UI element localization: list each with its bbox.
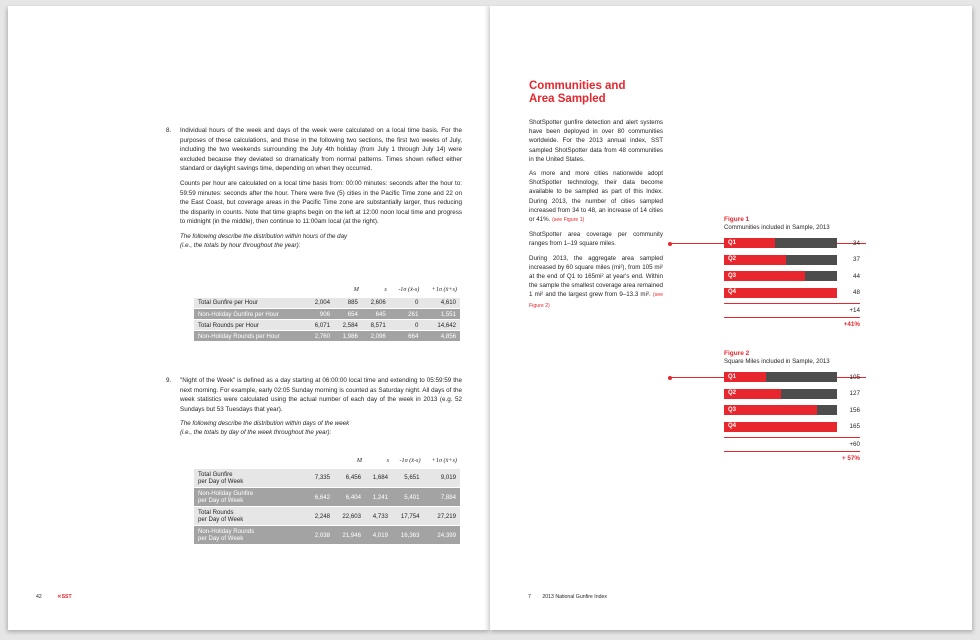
figure-label: Figure 1: [724, 216, 750, 223]
left-footer: [36, 594, 72, 600]
table-row: [194, 488, 460, 507]
cell: 21,946: [334, 526, 365, 545]
bar-row: [724, 405, 860, 419]
figure-change: +60: [849, 441, 860, 448]
row-label: Total Rounds per Day of Week: [194, 507, 304, 526]
paragraph: During 2013, the aggregate area sampled increased by 60 square miles (mi²), from 105 mi² at the end of Q1 to 165mi² at year's end. Within the sample the smallest coverage area remained 1 mi² and the largest grew from 9–13.3 mi². (see Figure 2): [529, 254, 663, 309]
figure-subtitle: Square Miles included in Sample, 2013: [724, 358, 830, 365]
cell: 6,642: [304, 488, 334, 507]
note-9: [166, 376, 462, 437]
row-label: Total Gunfire per Day of Week: [194, 469, 304, 488]
cell: 14,642: [422, 320, 460, 331]
cell: 5,651: [392, 469, 424, 488]
cell: 6,404: [334, 488, 365, 507]
publication-title: 2013 National Gunfire Index: [542, 594, 607, 600]
table-row: [194, 507, 460, 526]
figure-1: [724, 216, 860, 331]
bar-label: Q2: [728, 390, 737, 396]
bar-value: 105: [849, 373, 860, 381]
cell: 4,610: [422, 298, 460, 309]
bar-row: [724, 271, 860, 285]
paragraph: ShotSpotter gunfire detection and alert systems have been deployed in over 80 communities worldwide. For the 2013 annual index, SST sampled ShotSpotter data from 48 communities in the United States.: [529, 119, 663, 163]
bar-label: Q3: [728, 272, 737, 279]
page-number: 7: [528, 594, 531, 600]
bar-value: 165: [849, 423, 860, 430]
cell: 2,096: [362, 331, 390, 342]
note-9-para1: "Night of the Week" is defined as a day starting at 06:00:00 local time and extending to 05:59:59 the next morning. For example, early 02:05 Sunday morning is counted as Saturday night. All days of the week statistics were calculated using the actual number of each day of the week in 2013 (e.g. 52 Sundays but 53 Tuesdays that year).: [180, 377, 462, 413]
row-label: Non-Holiday Rounds per Day of Week: [194, 526, 304, 545]
figure-change-pct: +41%: [843, 321, 860, 328]
row-label: Non-Holiday Gunfire per Day of Week: [194, 488, 304, 507]
bar: [724, 405, 817, 415]
bar-label: Q3: [728, 406, 737, 413]
bar-row: [724, 389, 860, 403]
col-header-minus: -1σ (x̄-s): [398, 286, 420, 293]
cell: 2,584: [334, 320, 362, 331]
bar-value: 156: [849, 406, 860, 414]
cell: 5,401: [392, 488, 424, 507]
cell: 2,760: [304, 331, 334, 342]
table-row: [194, 320, 460, 331]
cell: 2,038: [304, 526, 334, 545]
paragraph: As more and more cities nationwide adopt ShotSpotter technology, their data become available to be sampled as part of this Index. During 2013, the number of cities sampled increased from 34 to 48, an increase of 14 cities or 41%. (see Figure 1): [529, 170, 663, 224]
cell: 6,071: [304, 320, 334, 331]
cell: 2,248: [304, 507, 334, 526]
cell: 4,733: [365, 507, 392, 526]
figure-ref[interactable]: (see Figure 2): [529, 292, 663, 309]
bar-row: [724, 288, 860, 302]
bar-value: 48: [852, 289, 860, 296]
bar-value: 37: [852, 256, 860, 263]
intro-column: [529, 118, 663, 316]
cell: 1,986: [334, 331, 362, 342]
note-8-number: 8.: [166, 127, 172, 134]
col-header-m: M: [356, 457, 362, 464]
bar-label: Q4: [728, 289, 737, 295]
table-row: [194, 526, 460, 545]
table-row: [194, 469, 460, 488]
bar-label: Q4: [728, 423, 737, 429]
col-header-minus: -1σ (x̄-s): [399, 457, 421, 464]
col-header-s: s: [384, 286, 387, 293]
cell: 9,019: [424, 469, 460, 488]
note-8-para1: Individual hours of the week and days of the week were calculated on a local time basis. For the purposes of these calculations, and those in the following two sections, the first two weeks of July, including the two weekends surrounding the July 4th holiday (from July 1 through July 14) were excluded because they deviated so dramatically from normal patterns. Times shown reflect either standard or daylight savings time, depending on when they occurred.: [180, 127, 462, 173]
table-row: [194, 331, 460, 342]
row-label: Non-Holiday Rounds per Hour: [194, 331, 304, 342]
hours-stats-table: [194, 287, 460, 342]
cell: 4,019: [365, 526, 392, 545]
cell: 24,399: [424, 526, 460, 545]
sst-logo: ✕SST: [57, 594, 72, 600]
bar-label: Q1: [728, 239, 737, 246]
note-8-italic1: The following describe the distribution within hours of the day: [180, 232, 348, 240]
bar-row: [724, 255, 860, 269]
bar: [724, 288, 837, 298]
cell: 4,856: [422, 331, 460, 342]
figure-change: +14: [849, 307, 860, 314]
figure-change-pct: + 57%: [841, 455, 860, 462]
bar-value: 34: [852, 239, 860, 247]
right-footer: [528, 594, 607, 600]
col-header-m: M: [353, 286, 359, 293]
cell: 906: [304, 309, 334, 320]
cell: 22,603: [334, 507, 365, 526]
figure-2: [724, 350, 860, 465]
bar-row: [724, 372, 860, 386]
bar-row: [724, 422, 860, 436]
note-9-number: 9.: [166, 377, 172, 384]
cell: 17,754: [392, 507, 424, 526]
cell: 7,335: [304, 469, 334, 488]
bar-label: Q2: [728, 256, 737, 262]
cell: 27,219: [424, 507, 460, 526]
note-9-italic1: The following describe the distribution within days of the week: [180, 420, 350, 428]
cell: 2,004: [304, 298, 334, 309]
cell: 885: [334, 298, 362, 309]
paragraph: ShotSpotter area coverage per community ranges from 1–19 square miles.: [529, 231, 663, 248]
cell: 0: [390, 298, 423, 309]
bar-label: Q1: [728, 373, 737, 380]
section-title: Communities and Area Sampled: [529, 80, 626, 105]
bar-value: 127: [849, 390, 860, 397]
cell: 6,456: [334, 469, 365, 488]
cell: 654: [334, 309, 362, 320]
figure-subtitle: Communities included in Sample, 2013: [724, 224, 830, 231]
cell: 645: [362, 309, 390, 320]
cell: 2,606: [362, 298, 390, 309]
cell: 1,551: [422, 309, 460, 320]
days-stats-table: [194, 458, 460, 545]
cell: 16,363: [392, 526, 424, 545]
note-8-para2: Counts per hour are calculated on a local time basis from: 00:00 minutes: seconds after the hour to: 59:59 minutes: seconds after the hour. There were five (5) cities in the Pacific Time zone and 22 on the East Coast, but coverage areas in the Pacific Time zone are substantially larger, thus reducing the disparity in counts. Note that time graphs begin on the left at 12:00 noon local time and progress to midnight (in the middle), then continue to 11:00am local (at the right).: [180, 179, 462, 226]
bar-row: [724, 238, 860, 252]
bar: [724, 422, 837, 432]
bar-value: 44: [852, 272, 860, 280]
col-header-s: s: [386, 457, 390, 464]
row-label: Total Rounds per Hour: [194, 320, 304, 331]
right-page: [490, 6, 972, 630]
table-row: [194, 298, 460, 309]
cell: 8,571: [362, 320, 390, 331]
cell: 7,884: [424, 488, 460, 507]
cell: 1,684: [365, 469, 392, 488]
cell: 0: [390, 320, 423, 331]
note-8: [166, 126, 462, 250]
page-number: 42: [36, 594, 42, 600]
note-8-italic2: (i.e., the totals by hour throughout the year):: [180, 241, 301, 249]
figure-label: Figure 2: [724, 350, 750, 357]
cell: 664: [390, 331, 423, 342]
table-row: [194, 309, 460, 320]
col-header-plus: +1σ (x̄+s): [431, 286, 457, 293]
row-label: Non-Holiday Gunfire per Hour: [194, 309, 304, 320]
cell: 261: [390, 309, 423, 320]
left-page: [8, 6, 490, 630]
cell: 1,241: [365, 488, 392, 507]
col-header-plus: +1σ (x̄+s): [431, 457, 457, 464]
note-9-italic2: (i.e., the totals by day of the week throughout the year):: [180, 429, 332, 437]
bar: [724, 271, 805, 281]
figure-ref[interactable]: (see Figure 1): [552, 217, 585, 224]
row-label: Total Gunfire per Hour: [194, 298, 304, 309]
